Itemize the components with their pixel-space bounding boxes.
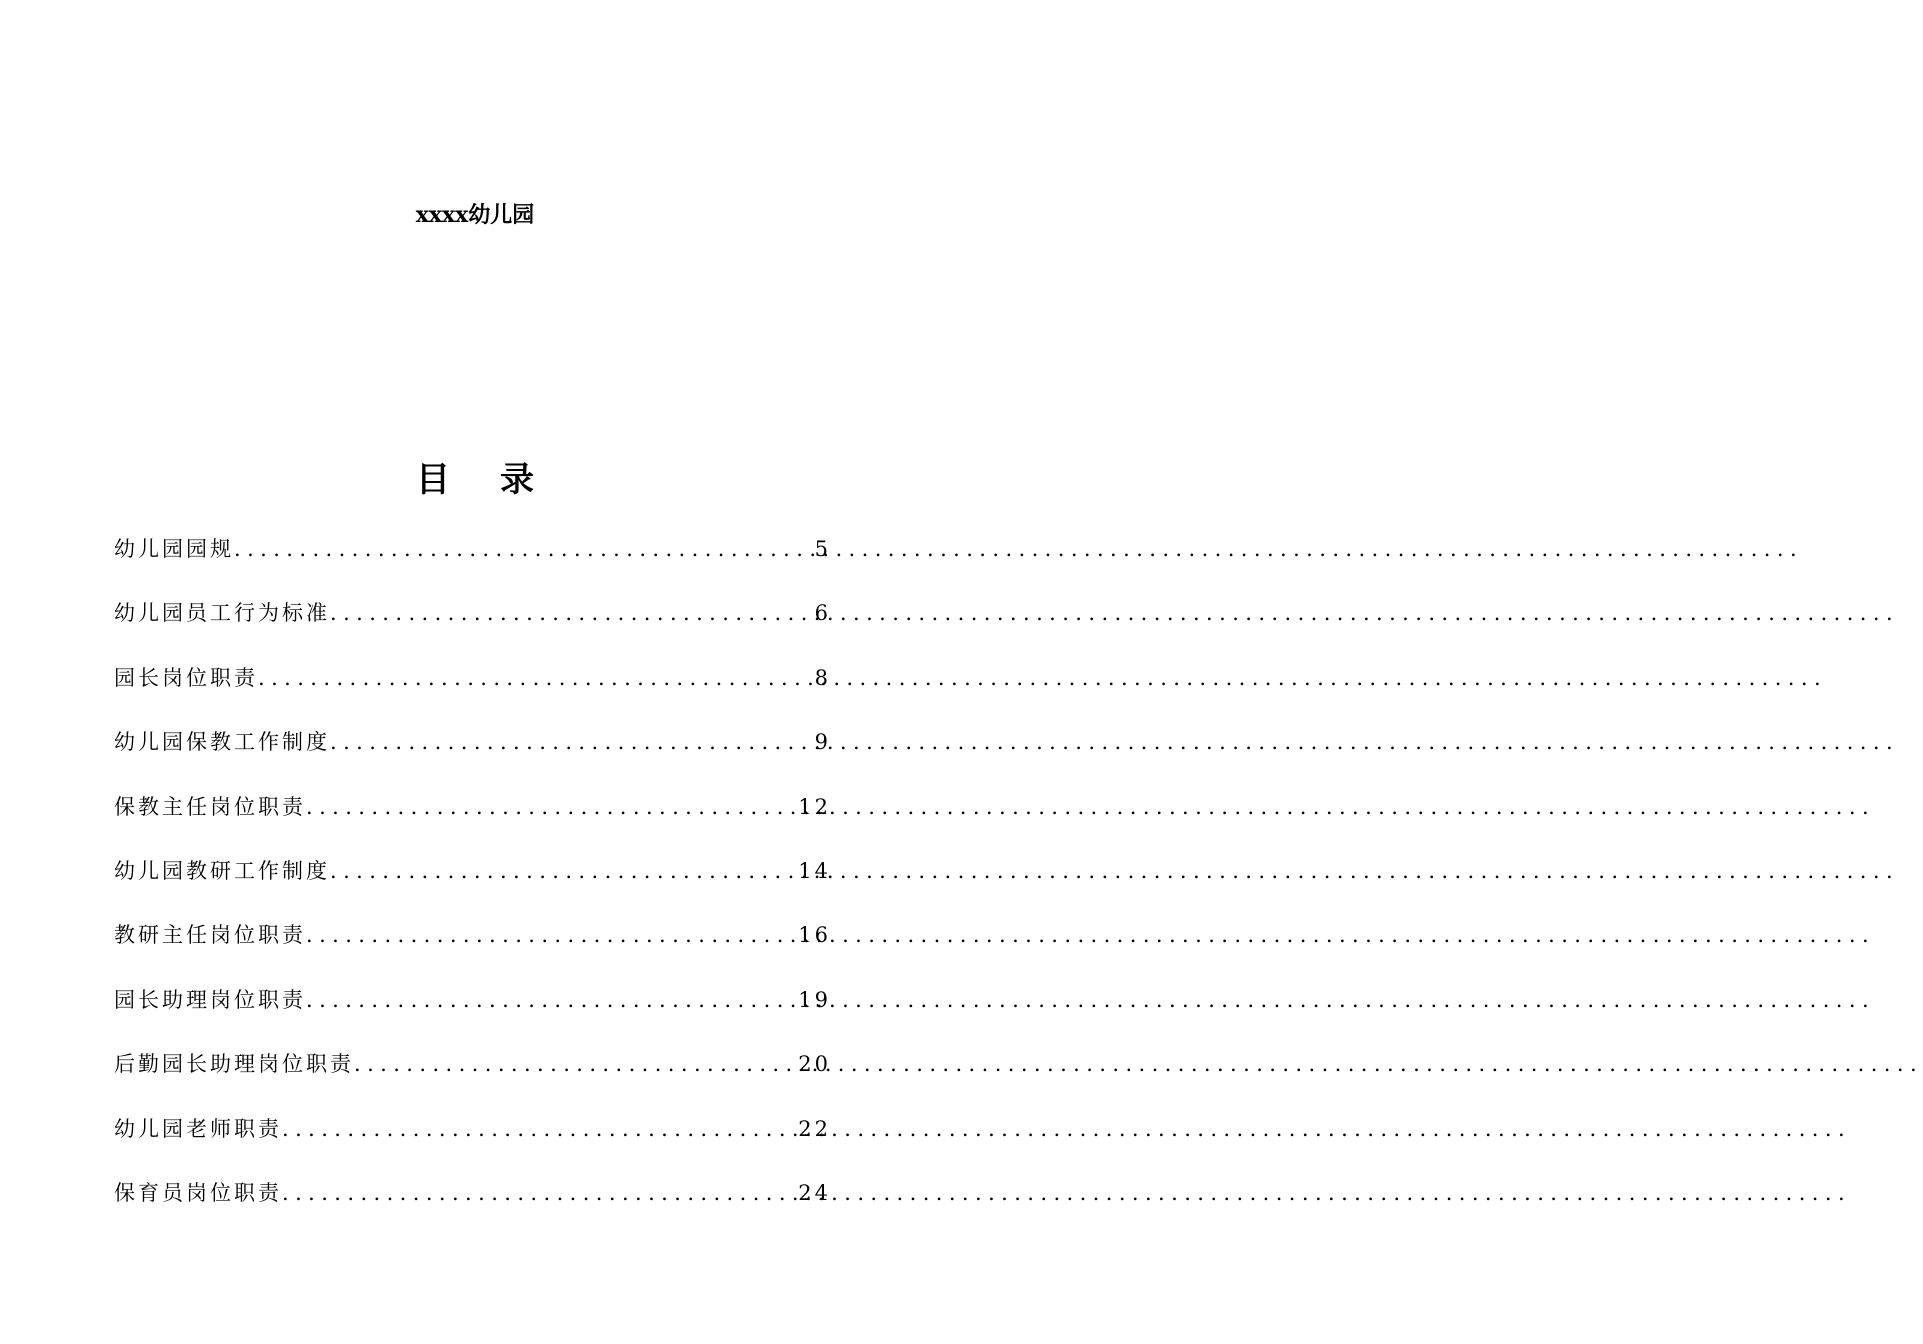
toc-entry-page: 22 xyxy=(798,1116,831,1141)
toc-entry-3[interactable] xyxy=(114,660,831,724)
toc-heading-char-2: 录 xyxy=(500,460,534,500)
toc-dot-leader xyxy=(330,595,815,631)
toc-heading xyxy=(0,452,950,501)
organization-title: xxxx幼儿园 xyxy=(415,202,535,228)
toc-dot-leader xyxy=(306,917,798,953)
toc-entry-title: 后勤园长助理岗位职责 xyxy=(114,1052,354,1077)
toc-entry-page: 24 xyxy=(798,1180,831,1205)
toc-heading-char-1: 目 xyxy=(416,460,450,500)
toc-entry-page: 16 xyxy=(798,923,831,948)
toc-entry-title: 园长助理岗位职责 xyxy=(114,987,306,1012)
toc-entry-page: 6 xyxy=(814,601,831,626)
toc-entry-page: 19 xyxy=(798,987,831,1012)
toc-entry-2[interactable] xyxy=(114,595,831,659)
toc-entry-title: 幼儿园员工行为标准 xyxy=(114,601,330,626)
toc-dot-leader xyxy=(330,724,815,760)
toc-entry-title: 保教主任岗位职责 xyxy=(114,794,306,819)
toc-dot-leader xyxy=(306,789,798,825)
toc-entry-9[interactable] xyxy=(114,1046,831,1110)
toc-entry-6[interactable] xyxy=(114,853,831,917)
toc-entry-11[interactable] xyxy=(114,1175,831,1239)
toc-dot-leader xyxy=(354,1046,798,1082)
toc-entry-page: 8 xyxy=(814,665,831,690)
toc-entry-1[interactable] xyxy=(114,531,831,595)
toc-dot-leader xyxy=(234,531,815,567)
toc-entry-7[interactable] xyxy=(114,917,831,981)
toc-entry-title: 幼儿园教研工作制度 xyxy=(114,858,330,883)
toc-entry-title: 保育员岗位职责 xyxy=(114,1180,282,1205)
toc-entry-5[interactable] xyxy=(114,789,831,853)
toc-entry-title: 幼儿园保教工作制度 xyxy=(114,730,330,755)
toc-entry-page: 5 xyxy=(814,537,831,561)
toc-entry-title: 园长岗位职责 xyxy=(114,665,258,690)
toc-entry-8[interactable] xyxy=(114,982,831,1046)
toc-entry-page: 14 xyxy=(798,858,831,883)
toc-entry-page: 9 xyxy=(814,730,831,755)
toc-entry-page: 12 xyxy=(798,794,831,819)
toc-entry-10[interactable] xyxy=(114,1111,831,1175)
toc-entry-title: 幼儿园老师职责 xyxy=(114,1116,282,1141)
toc-dot-leader xyxy=(306,982,798,1018)
toc-dot-leader xyxy=(282,1111,798,1147)
toc-entry-page: 20 xyxy=(798,1052,831,1077)
toc-entry-title: 幼儿园园规 xyxy=(114,537,234,561)
toc-list xyxy=(114,531,831,1239)
toc-dot-leader xyxy=(258,660,815,696)
toc-entry-title: 教研主任岗位职责 xyxy=(114,923,306,948)
toc-entry-4[interactable] xyxy=(114,724,831,788)
toc-dot-leader xyxy=(330,853,798,889)
toc-dot-leader xyxy=(282,1175,798,1211)
